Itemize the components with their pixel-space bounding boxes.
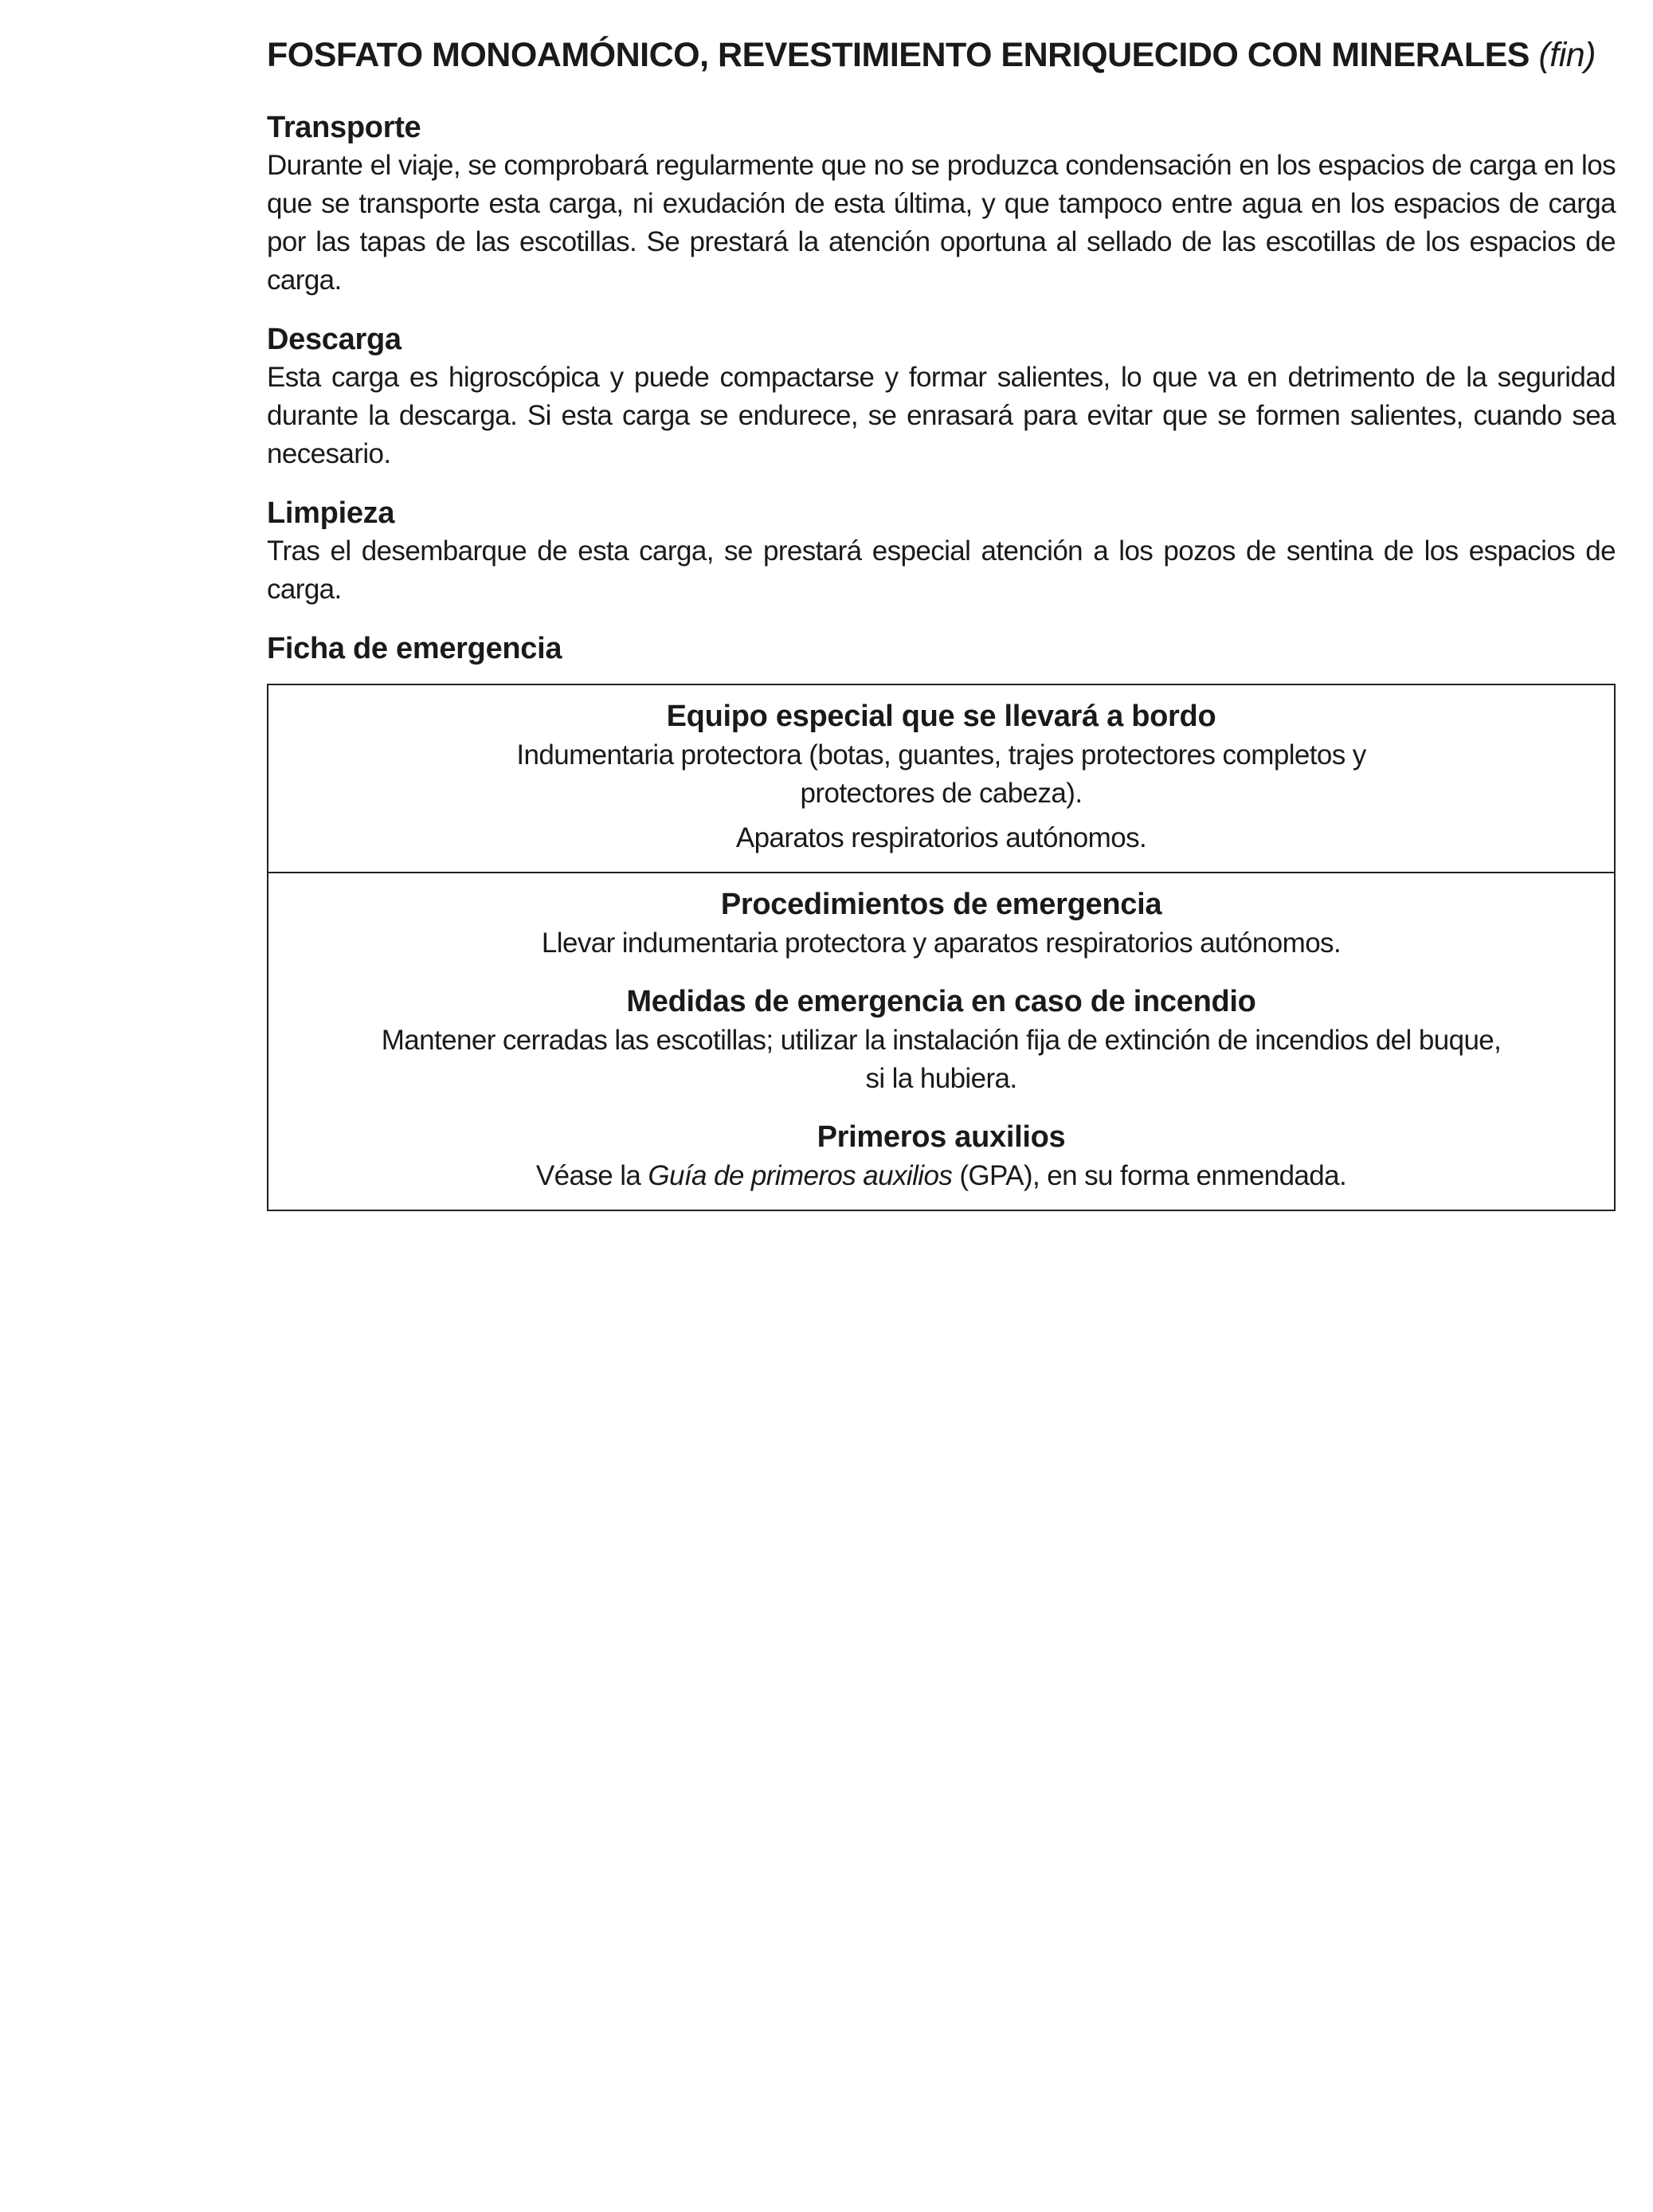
section-ficha (267, 629, 1616, 668)
title-text: FOSFATO MONOAMÓNICO, REVESTIMIENTO ENRIQUECIDO CON MINERALES (267, 36, 1530, 74)
section-limpieza (267, 494, 1616, 609)
section-text: Durante el viaje, se comprobará regularmente que no se produzca condensación en los espacios de carga en los que se transporte esta carga, ni exudación de esta última, y que tampoco entre agua en los espacios de carga por las tapas de las escotillas. Se prestará la atención oportuna al sellado de las escotillas de los espacios de carga. (267, 150, 1616, 296)
section-text: Esta carga es higroscópica y puede compactarse y formar salientes, lo que va en detrimento de la seguridad durante la descarga. Si esta carga se endurece, se enrasará para evitar que se formen salientes, cuando sea necesario. (267, 362, 1616, 469)
section-heading: Transporte (267, 111, 421, 144)
fire-heading: Medidas de emergencia en caso de incendio (626, 985, 1256, 1018)
equipment-heading: Equipo especial que se llevará a bordo (666, 700, 1216, 733)
section-text: Tras el desembarque de esta carga, se prestará especial atención a los pozos de sentina de los espacios de carga. (267, 535, 1616, 605)
emergency-table (267, 684, 1616, 1211)
section-heading: Descarga (267, 323, 401, 356)
section-heading: Limpieza (267, 496, 395, 530)
fire-line: Mantener cerradas las escotillas; utilizar la instalación fija de extinción de incendios del buque, (381, 1025, 1502, 1056)
equipment-cell (268, 685, 1614, 872)
equipment-line: protectores de cabeza). (800, 778, 1083, 809)
first-aid-guide-title: Guía de primeros auxilios (648, 1160, 953, 1191)
document-page (267, 35, 1616, 1211)
first-aid-pre: Véase la (535, 1160, 648, 1191)
section-heading: Ficha de emergencia (267, 632, 562, 665)
first-aid-text (276, 1157, 1606, 1195)
page-title (267, 35, 1616, 75)
first-aid-heading: Primeros auxilios (817, 1120, 1066, 1154)
procedures-text: Llevar indumentaria protectora y aparatos respiratorios autónomos. (541, 928, 1342, 959)
section-descarga (267, 320, 1616, 473)
title-suffix: (fin) (1538, 36, 1596, 74)
procedures-cell (268, 872, 1614, 1210)
first-aid-post: (GPA), en su forma enmendada. (952, 1160, 1347, 1191)
procedures-heading: Procedimientos de emergencia (720, 888, 1162, 921)
equipment-line: Indumentaria protectora (botas, guantes, trajes protectores completos y (516, 739, 1366, 771)
equipment-line: Aparatos respiratorios autónomos. (735, 822, 1147, 853)
section-transporte (267, 108, 1616, 300)
fire-line: si la hubiera. (865, 1063, 1017, 1094)
